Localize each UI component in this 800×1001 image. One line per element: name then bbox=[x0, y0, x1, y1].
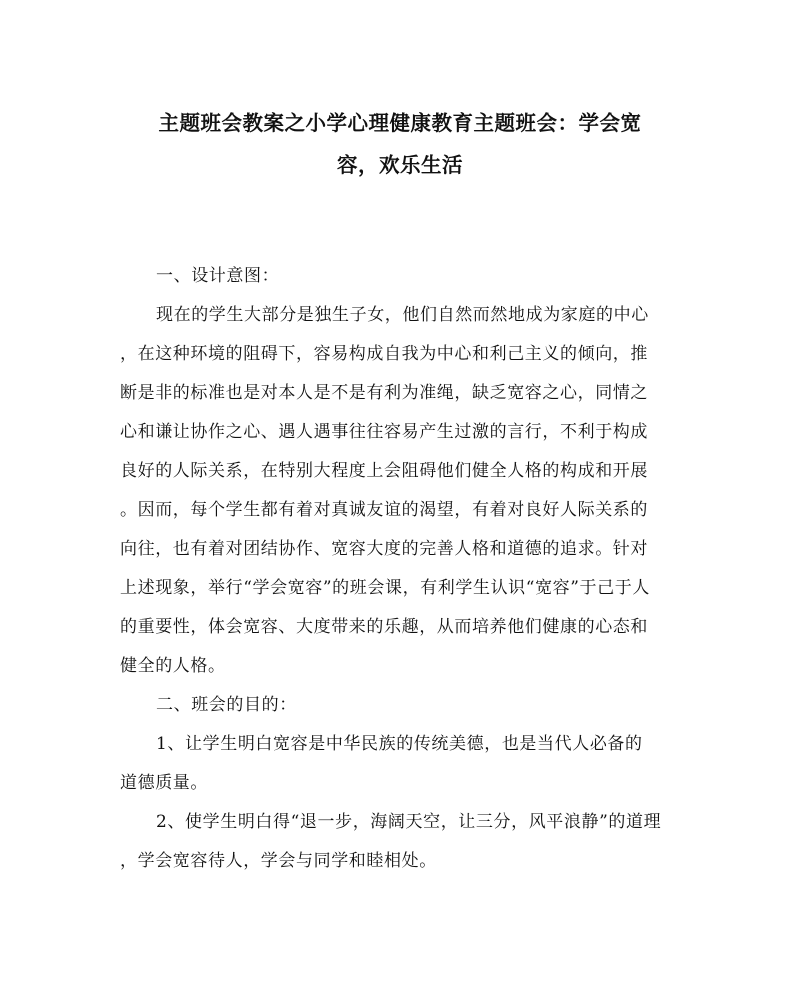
paragraph-line: ，在这种环境的阻碍下，容易构成自我为中心和利己主义的倾向，推 bbox=[120, 344, 648, 364]
paragraph-line: 良好的人际关系，在特别大程度上会阻碍他们健全人格的构成和开展 bbox=[120, 461, 648, 481]
list-item-line: 道德质量。 bbox=[120, 773, 208, 793]
section-heading-purpose: 二、班会的目的： bbox=[156, 695, 297, 715]
paragraph-line: 心和谦让协作之心、遇人遇事往往容易产生过激的言行，不利于构成 bbox=[120, 422, 648, 442]
paragraph-line: 的重要性，体会宽容、大度带来的乐趣，从而培养他们健康的心态和 bbox=[120, 617, 648, 637]
title-line: 容，欢乐生活 bbox=[337, 153, 463, 177]
list-item-line: ，学会宽容待人，学会与同学和睦相处。 bbox=[120, 851, 437, 871]
section-heading-design-intent: 一、设计意图： bbox=[156, 266, 280, 286]
paragraph-line: 向往，也有着对团结协作、宽容大度的完善人格和道德的追求。针对 bbox=[120, 539, 648, 559]
document-title bbox=[110, 102, 690, 186]
paragraph-line: 健全的人格。 bbox=[120, 656, 226, 676]
paragraph-line: 。因而，每个学生都有着对真诚友谊的渴望，有着对良好人际关系的 bbox=[120, 500, 648, 520]
paragraph-line: 上述现象，举行“学会宽容”的班会课，有利学生认识“宽容”于己于人 bbox=[120, 578, 650, 598]
paragraph-line: 现在的学生大部分是独生子女，他们自然而然地成为家庭的中心 bbox=[156, 305, 649, 325]
title-line: 主题班会教案之小学心理健康教育主题班会：学会宽 bbox=[158, 111, 642, 135]
list-item-line: 1、让学生明白宽容是中华民族的传统美德，也是当代人必备的 bbox=[156, 734, 643, 754]
paragraph-line: 断是非的标准也是对本人是不是有利为准绳，缺乏宽容之心，同情之 bbox=[120, 383, 648, 403]
list-item-line: 2、使学生明白得“退一步，海阔天空，让三分，风平浪静”的道理 bbox=[156, 812, 662, 832]
